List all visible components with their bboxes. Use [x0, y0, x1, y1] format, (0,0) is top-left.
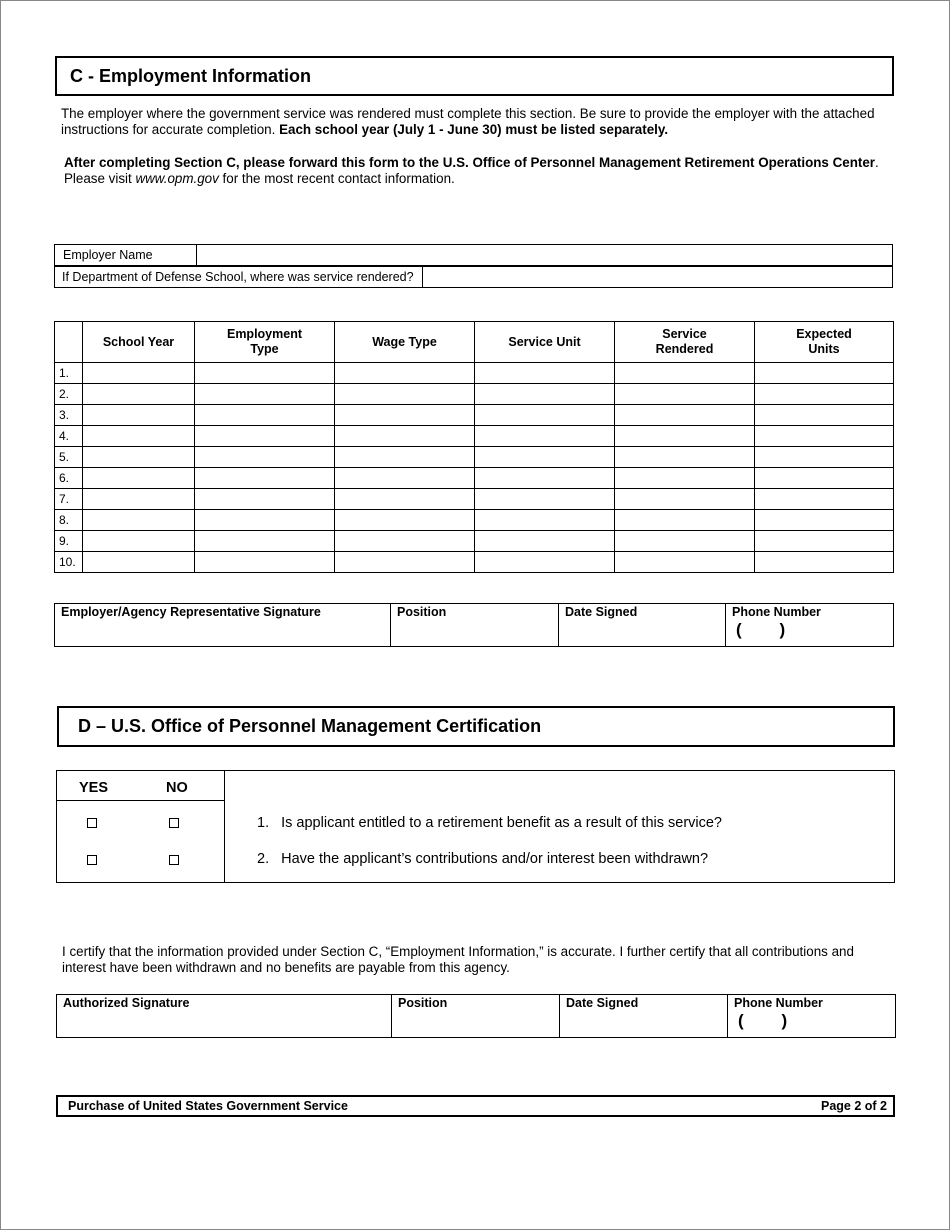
footer-title: Purchase of United States Government Service: [68, 1099, 348, 1113]
authorized-position-label: Position: [398, 996, 448, 1010]
row-number: 1.: [55, 363, 83, 384]
service-unit-cell[interactable]: [475, 426, 615, 447]
authorized-signature-table: [56, 994, 896, 1038]
row-number: 9.: [55, 531, 83, 552]
service-table-row: [55, 384, 894, 405]
section-d-header: [57, 706, 895, 747]
service-rendered-cell[interactable]: [615, 510, 755, 531]
service-rendered-cell[interactable]: [615, 447, 755, 468]
authorized-phone-area-code: ( ): [738, 1011, 788, 1030]
wage-type-cell[interactable]: [335, 363, 475, 384]
header-service-unit: Service Unit: [475, 322, 615, 363]
employment-type-cell[interactable]: [195, 468, 335, 489]
authorized-phone-field[interactable]: [728, 995, 896, 1038]
school-year-cell[interactable]: [83, 531, 195, 552]
service-unit-cell[interactable]: [475, 384, 615, 405]
expected-units-cell[interactable]: [755, 384, 894, 405]
forward-instructions-end: for the most recent contact information.: [218, 171, 455, 186]
instructions-paragraph-2: [64, 155, 894, 187]
expected-units-cell[interactable]: [755, 405, 894, 426]
wage-type-cell[interactable]: [335, 552, 475, 573]
service-rendered-cell[interactable]: [615, 363, 755, 384]
service-table-header: [55, 322, 894, 363]
service-rendered-cell[interactable]: [615, 405, 755, 426]
service-table-row: [55, 426, 894, 447]
employer-name-row: [55, 245, 893, 266]
instructions-paragraph-1: [61, 106, 891, 138]
service-rendered-cell[interactable]: [615, 426, 755, 447]
section-c-title: C - Employment Information: [70, 65, 312, 86]
wage-type-cell[interactable]: [335, 405, 475, 426]
service-rendered-cell[interactable]: [615, 384, 755, 405]
question-1: [257, 815, 722, 831]
question-1-text: Is applicant entitled to a retirement benefit as a result of this service?: [281, 815, 722, 831]
expected-units-cell[interactable]: [755, 489, 894, 510]
expected-units-cell[interactable]: [755, 363, 894, 384]
no-header: NO: [166, 780, 188, 796]
authorized-signature-row: [57, 995, 896, 1038]
wage-type-cell[interactable]: [335, 489, 475, 510]
question-2-number: 2.: [257, 851, 270, 867]
service-unit-cell[interactable]: [475, 510, 615, 531]
row-number: 8.: [55, 510, 83, 531]
instructions-emphasis: Each school year (July 1 - June 30) must be listed separately.: [279, 122, 669, 137]
employment-type-cell[interactable]: [195, 405, 335, 426]
school-year-cell[interactable]: [83, 489, 195, 510]
question-1-no-checkbox[interactable]: [169, 818, 179, 828]
employer-info-table: [54, 244, 893, 266]
wage-type-cell[interactable]: [335, 531, 475, 552]
service-history-table: [54, 321, 894, 573]
row-number: 4.: [55, 426, 83, 447]
authorized-position-field[interactable]: [392, 995, 560, 1038]
employment-type-cell[interactable]: [195, 510, 335, 531]
section-c-header: [55, 56, 894, 96]
school-year-cell[interactable]: [83, 552, 195, 573]
service-table-row: [55, 405, 894, 426]
employment-type-cell[interactable]: [195, 531, 335, 552]
employer-phone-area-code: ( ): [736, 620, 786, 639]
header-wage-type: Wage Type: [335, 322, 475, 363]
question-2-text: Have the applicant’s contributions and/or interest been withdrawn?: [281, 851, 709, 867]
page-footer: [56, 1095, 895, 1117]
service-table-row: [55, 552, 894, 573]
service-table-row: [55, 447, 894, 468]
certification-statement: [62, 944, 887, 976]
forward-instructions: After completing Section C, please forward this form to the U.S. Office of Personnel Management Retirement Operations Center: [64, 155, 876, 170]
question-2: [257, 851, 708, 867]
employment-type-cell[interactable]: [195, 447, 335, 468]
instructions-text: The employer where the government service was rendered must complete this section. Be sure to provide the employer with the attached instructions for accurate completion.: [61, 106, 875, 137]
authorized-signature-label: Authorized Signature: [63, 996, 190, 1010]
row-number: 6.: [55, 468, 83, 489]
authorized-signature-field[interactable]: [57, 995, 392, 1038]
row-number: 10.: [55, 552, 83, 573]
school-year-cell[interactable]: [83, 447, 195, 468]
expected-units-cell[interactable]: [755, 531, 894, 552]
school-year-cell[interactable]: [83, 510, 195, 531]
opm-website-link[interactable]: www.opm.gov: [135, 171, 219, 186]
employer-signature-table: [54, 603, 894, 647]
expected-units-cell[interactable]: [755, 426, 894, 447]
header-expected-units: Expected Units: [755, 322, 894, 363]
row-number: 2.: [55, 384, 83, 405]
service-unit-cell[interactable]: [475, 405, 615, 426]
wage-type-cell[interactable]: [335, 468, 475, 489]
service-rendered-cell[interactable]: [615, 531, 755, 552]
dod-school-row: [55, 267, 893, 288]
employment-type-cell[interactable]: [195, 384, 335, 405]
school-year-cell[interactable]: [83, 426, 195, 447]
question-1-yes-checkbox[interactable]: [87, 818, 97, 828]
authorized-date-signed-field[interactable]: [560, 995, 728, 1038]
employer-signature-row: [55, 604, 894, 647]
expected-units-cell[interactable]: [755, 447, 894, 468]
row-number: 5.: [55, 447, 83, 468]
yes-header: YES: [79, 780, 109, 796]
header-service-rendered: Service Rendered: [615, 322, 755, 363]
service-unit-cell[interactable]: [475, 468, 615, 489]
service-unit-cell[interactable]: [475, 447, 615, 468]
employment-type-cell[interactable]: [195, 363, 335, 384]
authorized-date-signed-label: Date Signed: [566, 996, 639, 1010]
employer-phone-label: Phone Number: [732, 605, 821, 619]
employer-date-signed-label: Date Signed: [565, 605, 638, 619]
header-employment-type: Employment Type: [195, 322, 335, 363]
expected-units-cell[interactable]: [755, 510, 894, 531]
row-number: 7.: [55, 489, 83, 510]
yes-no-column: [57, 771, 225, 882]
certification-statement-text: I certify that the information provided under Section C, “Employment Information,” is accurate. I further certify that all contributions and interest have been withdrawn and no benefits are payable from this agency.: [62, 944, 854, 975]
section-d-title: D – U.S. Office of Personnel Management Certification: [78, 716, 542, 736]
dod-school-label: If Department of Defense School, where was service rendered?: [55, 267, 423, 288]
service-table-row: [55, 363, 894, 384]
employer-date-signed-field[interactable]: [559, 604, 726, 647]
question-2-yes-checkbox[interactable]: [87, 855, 97, 865]
employer-position-label: Position: [397, 605, 447, 619]
wage-type-cell[interactable]: [335, 510, 475, 531]
dod-school-field[interactable]: [423, 267, 893, 288]
service-unit-cell[interactable]: [475, 363, 615, 384]
question-1-number: 1.: [257, 815, 270, 831]
service-table-row: [55, 510, 894, 531]
row-number: 3.: [55, 405, 83, 426]
employment-type-cell[interactable]: [195, 552, 335, 573]
service-table-row: [55, 489, 894, 510]
service-unit-cell[interactable]: [475, 531, 615, 552]
question-2-no-checkbox[interactable]: [169, 855, 179, 865]
service-rendered-cell[interactable]: [615, 489, 755, 510]
school-year-cell[interactable]: [83, 363, 195, 384]
service-table-row: [55, 531, 894, 552]
header-school-year: School Year: [83, 322, 195, 363]
employment-type-cell[interactable]: [195, 489, 335, 510]
service-rendered-cell[interactable]: [615, 552, 755, 573]
row-number-header: [55, 322, 83, 363]
employer-signature-label: Employer/Agency Representative Signature: [61, 605, 321, 619]
authorized-phone-label: Phone Number: [734, 996, 823, 1010]
employer-name-label: Employer Name: [55, 245, 197, 266]
service-unit-cell[interactable]: [475, 552, 615, 573]
certification-questions-box: [56, 770, 895, 883]
wage-type-cell[interactable]: [335, 384, 475, 405]
employment-type-cell[interactable]: [195, 426, 335, 447]
wage-type-cell[interactable]: [335, 426, 475, 447]
dod-school-table: [54, 266, 893, 288]
school-year-cell[interactable]: [83, 405, 195, 426]
footer-page-number: Page 2 of 2: [821, 1099, 887, 1113]
service-rendered-cell[interactable]: [615, 468, 755, 489]
yes-no-divider: [57, 800, 224, 801]
employer-signature-field[interactable]: [55, 604, 391, 647]
service-table-row: [55, 468, 894, 489]
employer-position-field[interactable]: [391, 604, 559, 647]
school-year-cell[interactable]: [83, 384, 195, 405]
school-year-cell[interactable]: [83, 468, 195, 489]
expected-units-cell[interactable]: [755, 552, 894, 573]
expected-units-cell[interactable]: [755, 468, 894, 489]
employer-phone-field[interactable]: [726, 604, 894, 647]
forward-instructions-mid: . Please visit: [64, 155, 879, 186]
wage-type-cell[interactable]: [335, 447, 475, 468]
service-unit-cell[interactable]: [475, 489, 615, 510]
employer-name-field[interactable]: [197, 245, 893, 266]
